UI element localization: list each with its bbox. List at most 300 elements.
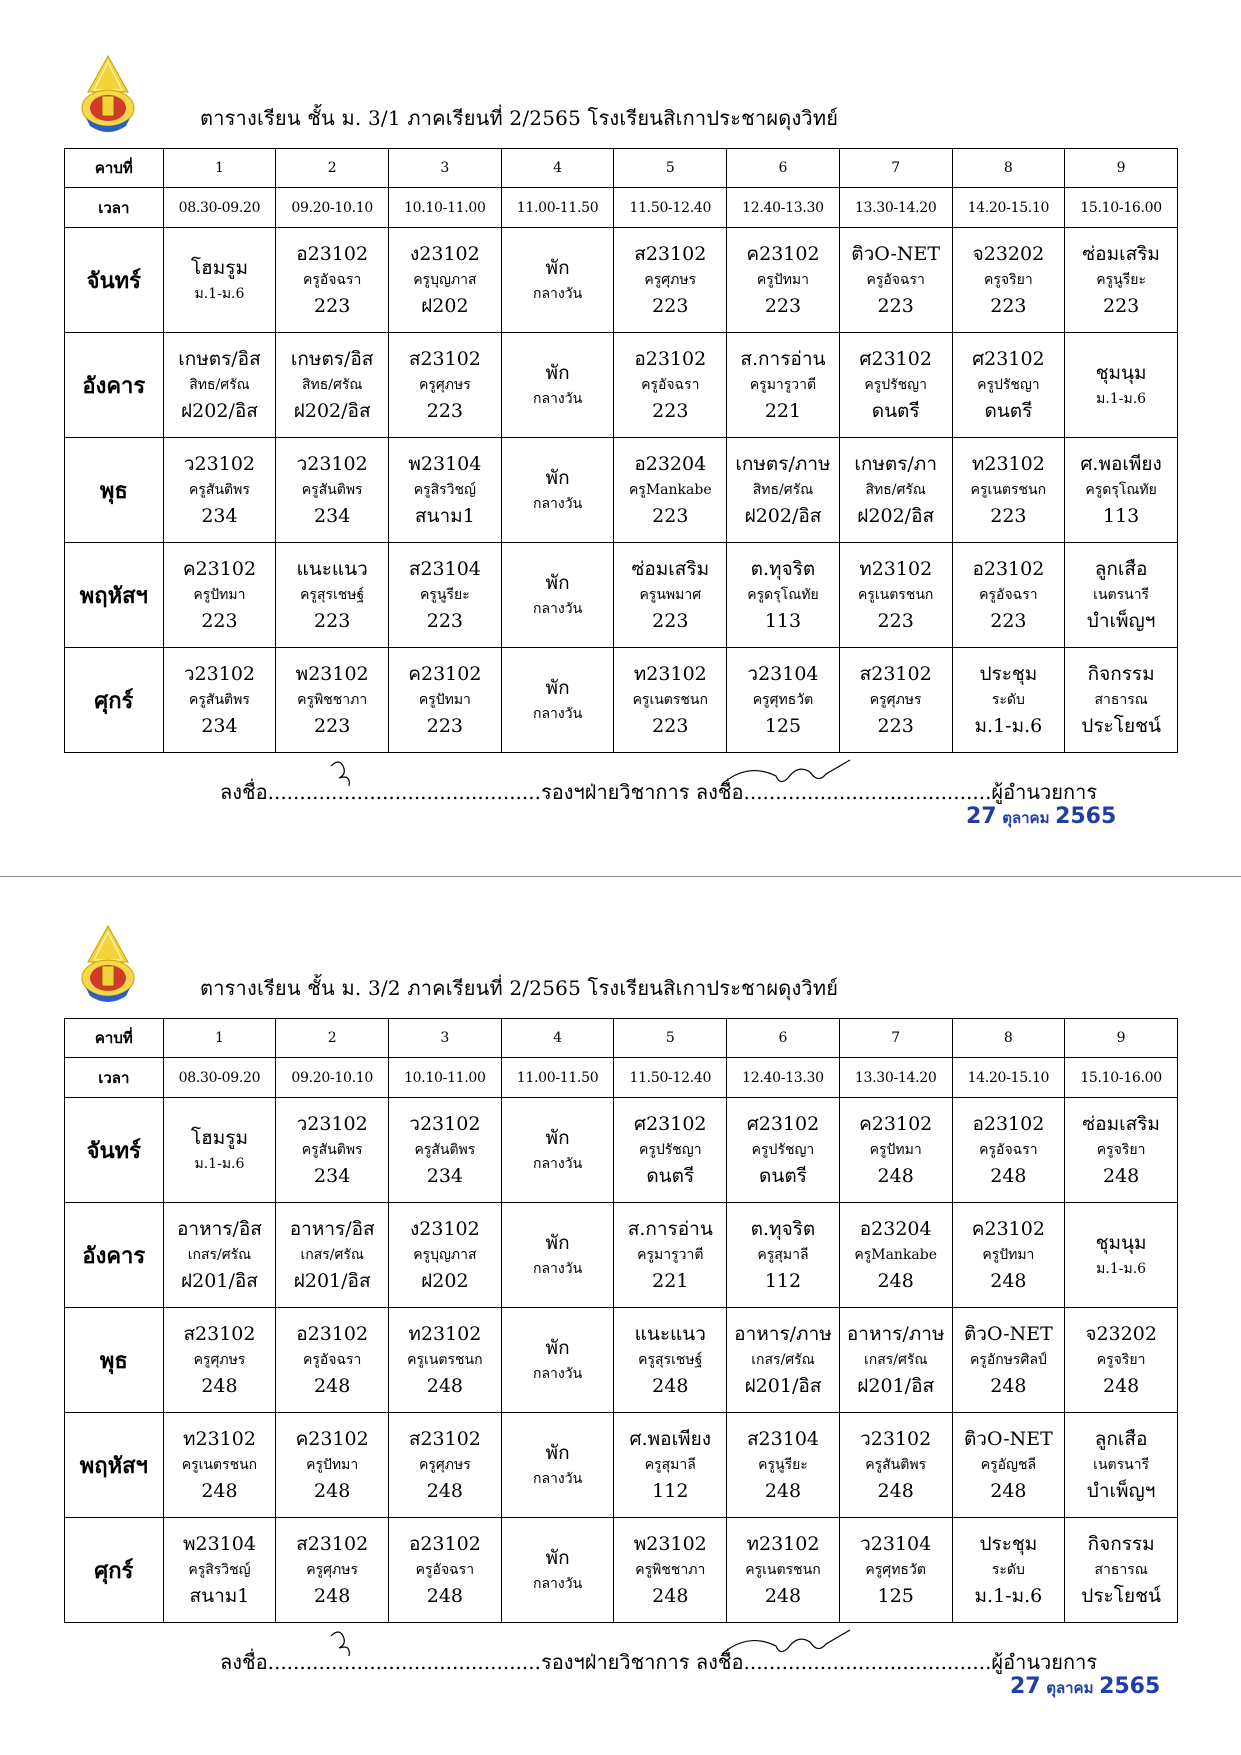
subject-code: ส23104: [408, 558, 481, 580]
schedule-cell: [389, 1413, 502, 1518]
day-row: [65, 1308, 1178, 1413]
schedule-cell: [952, 1203, 1065, 1308]
subject-code: ส.การอ่าน: [627, 1218, 713, 1240]
schedule-cell: [389, 228, 502, 333]
sign-director: ลงชื่อ.......................................ผู้อำนวยการ: [695, 780, 1098, 804]
subject-code: พัก: [545, 1232, 570, 1254]
schedule-cell: [389, 1518, 502, 1623]
period-number: 2: [276, 1019, 389, 1058]
time-slot: 12.40-13.30: [727, 1058, 840, 1098]
room: 223: [877, 610, 914, 632]
schedule-cell: [839, 543, 952, 648]
schedule-cell: [276, 333, 389, 438]
subject-code: อ23102: [296, 243, 369, 265]
schedule-cell: [1065, 1413, 1178, 1518]
schedule-cell: [501, 1203, 614, 1308]
day-row: [65, 1518, 1178, 1623]
teacher-name: ครูปรัชญา: [638, 1142, 702, 1158]
subject-code: เกษตร/อิส: [290, 348, 374, 370]
schedule-cell: [839, 1413, 952, 1518]
teacher-name: กลางวัน: [532, 496, 583, 512]
schedule-title: ตารางเรียน ชั้น ม. 3/1 ภาคเรียนที่ 2/2565 โรงเรียนสิเกาประชาผดุงวิทย์: [200, 106, 839, 130]
day-row: [65, 333, 1178, 438]
schedule-cell: [276, 1413, 389, 1518]
subject-code: พ23104: [408, 453, 482, 475]
teacher-name: ครูจริยา: [984, 272, 1033, 288]
schedule-cell: [389, 1203, 502, 1308]
room: 248: [877, 1165, 914, 1187]
teacher-name: ครูศุภษร: [306, 1562, 359, 1578]
teacher-name: ครูอัญชลี: [980, 1457, 1037, 1473]
room: 248: [877, 1480, 914, 1502]
schedule-cell: [727, 543, 840, 648]
room: 223: [1102, 295, 1140, 317]
period-label: คาบที่: [65, 1019, 164, 1058]
room: 112: [764, 1270, 802, 1292]
subject-code: ลูกเสือ: [1094, 1428, 1148, 1450]
schedule-cell: [614, 1413, 727, 1518]
signature-scribble-1: [325, 752, 365, 792]
room: 248: [201, 1375, 238, 1397]
subject-code: พัก: [545, 1442, 570, 1464]
subject-code: ประชุม: [979, 1533, 1038, 1555]
subject-code: ว23102: [860, 1428, 932, 1450]
teacher-name: กลางวัน: [532, 1366, 583, 1382]
schedule-cell: [389, 1308, 502, 1413]
schedule-cell: [501, 1098, 614, 1203]
room: 113: [764, 610, 802, 632]
teacher-name: ครูMankabe: [854, 1247, 938, 1263]
period-number: 9: [1065, 1019, 1178, 1058]
period-number: 7: [839, 149, 952, 188]
schedule-cell: [501, 1413, 614, 1518]
sign-vice-director: ลงชื่อ...........................................รองฯฝ่ายวิชาการ: [220, 780, 690, 804]
schedule-cell: [1065, 1203, 1178, 1308]
teacher-name: ครูจริยา: [1096, 1142, 1146, 1158]
teacher-name: ครูปรัชญา: [977, 377, 1040, 393]
time-slot: 12.40-13.30: [727, 188, 840, 228]
schedule-cell: [839, 228, 952, 333]
schedule-cell: [276, 1518, 389, 1623]
date-year: 2565: [1099, 1674, 1161, 1699]
subject-code: กิจกรรม: [1087, 1533, 1155, 1555]
sign-director: ลงชื่อ.......................................ผู้อำนวยการ: [695, 1650, 1098, 1674]
room: 223: [426, 715, 463, 737]
schedule-cell: [163, 1308, 276, 1413]
schedule-cell: [727, 333, 840, 438]
teacher-name: เนตรนารี: [1093, 587, 1150, 603]
room: 223: [990, 610, 1027, 632]
teacher-name: ครูศุภษร: [418, 377, 471, 393]
room: ดนตรี: [646, 1165, 695, 1187]
subject-code: จ23202: [972, 243, 1045, 265]
teacher-name: ครูอัจฉรา: [979, 1142, 1038, 1158]
teacher-name: ครูสิรวิชญ์: [188, 1562, 251, 1578]
teacher-name: สาธารณ: [1094, 1562, 1148, 1578]
period-number: 2: [276, 149, 389, 188]
room: 223: [201, 610, 238, 632]
schedule-cell: [276, 648, 389, 753]
teacher-name: ครูบุญภาส: [413, 272, 477, 288]
room: 223: [426, 610, 463, 632]
subject-code: พ23102: [633, 1533, 707, 1555]
time-row: [65, 1058, 1178, 1098]
subject-code: พัก: [545, 467, 570, 489]
subject-code: ค23102: [408, 663, 482, 685]
teacher-name: กลางวัน: [532, 286, 583, 302]
room: สนาม1: [414, 505, 475, 527]
room: ฝ202: [421, 1270, 469, 1292]
teacher-name: สิทธ/ศรัณ: [752, 482, 814, 498]
time-slot: 13.30-14.20: [839, 188, 952, 228]
room: 248: [764, 1585, 802, 1607]
period-number: 1: [163, 149, 276, 188]
day-name: ศุกร์: [65, 1518, 164, 1623]
subject-code: จ23202: [1085, 1323, 1157, 1345]
schedule-cell: [1065, 333, 1178, 438]
teacher-name: ม.1-ม.6: [1096, 1261, 1147, 1277]
schedule-cell: [276, 1098, 389, 1203]
subject-code: อ23102: [972, 558, 1045, 580]
room: ฝ202/อิส: [744, 505, 822, 527]
subject-code: อ23204: [859, 1218, 932, 1240]
date-day: 27: [966, 804, 997, 829]
teacher-name: สาธารณ: [1094, 692, 1148, 708]
room: 223: [314, 610, 351, 632]
room: 234: [201, 715, 238, 737]
schedule-cell: [1065, 648, 1178, 753]
timetable: [64, 148, 1178, 753]
room: ดนตรี: [759, 1165, 807, 1187]
time-slot: 11.50-12.40: [614, 1058, 727, 1098]
page-divider: [0, 876, 1241, 877]
subject-code: อาหาร/ภาษ: [846, 1323, 945, 1345]
teacher-name: เกสร/ศรัณ: [300, 1247, 364, 1263]
schedule-cell: [501, 438, 614, 543]
day-name: จันทร์: [65, 1098, 164, 1203]
subject-code: ว23102: [296, 1113, 368, 1135]
schedule-cell: [163, 1098, 276, 1203]
room: 221: [764, 400, 802, 422]
subject-code: ชุมนุม: [1095, 362, 1147, 384]
teacher-name: กลางวัน: [532, 1156, 583, 1172]
subject-code: เกษตร/อิส: [178, 348, 261, 370]
subject-code: ท23102: [971, 453, 1045, 475]
schedule-cell: [839, 1308, 952, 1413]
schedule-cell: [501, 1308, 614, 1413]
room: 248: [426, 1480, 463, 1502]
subject-code: ชุมนุม: [1095, 1232, 1147, 1254]
document-date: [966, 804, 1116, 830]
room: 125: [764, 715, 802, 737]
schedule-cell: [163, 228, 276, 333]
teacher-name: ครูสุมาลี: [757, 1247, 809, 1263]
subject-code: แนะแนว: [634, 1323, 706, 1345]
teacher-name: สิทธ/ศรัณ: [189, 377, 250, 393]
schedule-cell: [614, 1308, 727, 1413]
schedule-cell: [163, 1518, 276, 1623]
time-slot: 15.10-16.00: [1065, 1058, 1178, 1098]
room: ฝ201/อิส: [857, 1375, 935, 1397]
teacher-name: ครูสุมาลี: [644, 1457, 696, 1473]
teacher-name: ครูสันติพร: [189, 482, 250, 498]
room: 248: [764, 1480, 802, 1502]
schedule-cell: [501, 543, 614, 648]
schedule-cell: [839, 648, 952, 753]
teacher-name: ครูอัจฉรา: [302, 1352, 362, 1368]
period-number: 5: [614, 1019, 727, 1058]
time-slot: 11.00-11.50: [501, 188, 614, 228]
room: 223: [990, 295, 1027, 317]
time-row: [65, 188, 1178, 228]
room: 221: [652, 1270, 689, 1292]
schedule-cell: [952, 648, 1065, 753]
subject-code: พ23102: [295, 663, 369, 685]
schedule-cell: [163, 648, 276, 753]
subject-code: อาหาร/ภาษ: [734, 1323, 832, 1345]
schedule-cell: [1065, 543, 1178, 648]
subject-code: ท23102: [408, 1323, 482, 1345]
schedule-cell: [614, 1098, 727, 1203]
teacher-name: ครูพิชชาภา: [297, 692, 368, 708]
schedule-cell: [727, 228, 840, 333]
room: 125: [877, 1585, 914, 1607]
teacher-name: ครูอัจฉรา: [641, 377, 700, 393]
day-row: [65, 1203, 1178, 1308]
day-row: [65, 1098, 1178, 1203]
time-slot: 09.20-10.10: [276, 188, 389, 228]
subject-code: โฮมรูม: [190, 257, 248, 279]
room: 248: [426, 1375, 463, 1397]
time-slot: 10.10-11.00: [389, 1058, 502, 1098]
period-number: 9: [1065, 149, 1178, 188]
day-row: [65, 648, 1178, 753]
day-name: อังคาร: [65, 333, 164, 438]
subject-code: พัก: [545, 257, 570, 279]
subject-code: เกษตร/ภา: [854, 453, 938, 475]
room: ฝ202: [421, 295, 469, 317]
subject-code: ติวO-NET: [963, 1323, 1053, 1345]
teacher-name: ครูสันติพร: [414, 1142, 476, 1158]
period-number: 6: [727, 149, 840, 188]
schedule-cell: [952, 543, 1065, 648]
room: 248: [426, 1585, 463, 1607]
teacher-name: ครูเนตรชนก: [970, 482, 1047, 498]
room: สนาม1: [189, 1585, 250, 1607]
room: 223: [652, 610, 689, 632]
teacher-name: ครูศุภษร: [418, 1457, 471, 1473]
schedule-cell: [163, 543, 276, 648]
subject-code: ศ.พอเพียง: [1080, 453, 1162, 475]
period-number: 5: [614, 149, 727, 188]
teacher-name: ครูนูรียะ: [420, 587, 470, 603]
teacher-name: ครูศุภษร: [644, 272, 697, 288]
room: ฝ201/อิส: [293, 1270, 371, 1292]
day-row: [65, 543, 1178, 648]
document-date: [1010, 1674, 1160, 1700]
room: ฝ202/อิส: [857, 505, 935, 527]
teacher-name: ครูปัทมา: [869, 1142, 922, 1158]
subject-code: อาหาร/อิส: [289, 1218, 375, 1240]
room: ฝ201/อิส: [181, 1270, 258, 1292]
subject-code: ง23102: [410, 243, 480, 265]
room: ดนตรี: [984, 400, 1033, 422]
teacher-name: ครูดรุโณทัย: [747, 587, 819, 603]
teacher-name: ครูเนตรชนก: [407, 1352, 483, 1368]
day-row: [65, 228, 1178, 333]
time-slot: 08.30-09.20: [163, 188, 276, 228]
room: ม.1-ม.6: [974, 1585, 1043, 1607]
teacher-name: ครูสันติพร: [301, 482, 363, 498]
subject-code: ท23102: [746, 1533, 820, 1555]
schedule-cell: [952, 1098, 1065, 1203]
schedule-cell: [727, 1308, 840, 1413]
subject-code: ว23104: [860, 1533, 932, 1555]
teacher-name: ครูอัจฉรา: [866, 272, 925, 288]
schedule-cell: [952, 1308, 1065, 1413]
subject-code: ประชุม: [979, 663, 1038, 685]
period-number: 6: [727, 1019, 840, 1058]
subject-code: ต.ทุจริต: [750, 1218, 816, 1240]
time-slot: 09.20-10.10: [276, 1058, 389, 1098]
teacher-name: ครูปัทมา: [193, 587, 246, 603]
subject-code: ค23102: [971, 1218, 1045, 1240]
teacher-name: ครูมารูวาตี: [749, 377, 817, 393]
teacher-name: กลางวัน: [532, 1471, 583, 1487]
subject-code: ส23102: [408, 1428, 481, 1450]
room: 234: [314, 505, 351, 527]
teacher-name: ครูปรัชญา: [864, 377, 927, 393]
schedule-cell: [614, 1518, 727, 1623]
room: 248: [314, 1585, 351, 1607]
time-slot: 15.10-16.00: [1065, 188, 1178, 228]
subject-code: ค23102: [295, 1428, 369, 1450]
teacher-name: สิทธ/ศรัณ: [301, 377, 363, 393]
period-label: คาบที่: [65, 149, 164, 188]
schedule-cell: [501, 1518, 614, 1623]
schedule-cell: [614, 648, 727, 753]
period-number: 3: [389, 149, 502, 188]
schedule-cell: [163, 438, 276, 543]
teacher-name: ระดับ: [991, 692, 1025, 708]
teacher-name: ครูสุรเชษฐ์: [300, 587, 365, 603]
subject-code: พัก: [545, 677, 570, 699]
teacher-name: ครูอัจฉรา: [415, 1562, 475, 1578]
room: บำเพ็ญฯ: [1086, 1480, 1156, 1502]
period-header-row: [65, 1019, 1178, 1058]
teacher-name: เกสร/ศรัณ: [863, 1352, 928, 1368]
schedule-cell: [839, 1518, 952, 1623]
subject-code: อาหาร/อิส: [177, 1218, 262, 1240]
teacher-name: สิทธ/ศรัณ: [865, 482, 926, 498]
room: ดนตรี: [871, 400, 920, 422]
teacher-name: ม.1-ม.6: [194, 1156, 245, 1172]
subject-code: ติวO-NET: [851, 243, 941, 265]
teacher-name: กลางวัน: [532, 1576, 583, 1592]
schedule-cell: [276, 228, 389, 333]
subject-code: ลูกเสือ: [1094, 558, 1148, 580]
subject-code: อ23102: [296, 1323, 369, 1345]
subject-code: ส23102: [183, 1323, 256, 1345]
subject-code: ศ23102: [859, 348, 932, 370]
teacher-name: ครูนูรียะ: [1096, 272, 1146, 288]
time-slot: 10.10-11.00: [389, 188, 502, 228]
schedule-cell: [1065, 1098, 1178, 1203]
schedule-cell: [163, 333, 276, 438]
room: 248: [990, 1480, 1027, 1502]
period-number: 4: [501, 149, 614, 188]
time-slot: 13.30-14.20: [839, 1058, 952, 1098]
signature-scribble-2: [718, 1626, 858, 1662]
subject-code: ติวO-NET: [963, 1428, 1053, 1450]
teacher-name: ครูบุญภาส: [413, 1247, 477, 1263]
room: ม.1-ม.6: [974, 715, 1043, 737]
teacher-name: ครูMankabe: [628, 482, 712, 498]
teacher-name: กลางวัน: [532, 601, 583, 617]
period-header-row: [65, 149, 1178, 188]
room: ประโยชน์: [1081, 1585, 1161, 1607]
day-name: ศุกร์: [65, 648, 164, 753]
room: 223: [314, 295, 351, 317]
date-month: ตุลาคม: [1002, 809, 1050, 827]
schedule-cell: [952, 228, 1065, 333]
room: 234: [314, 1165, 351, 1187]
room: 248: [990, 1165, 1027, 1187]
room: 223: [652, 295, 689, 317]
schedule-cell: [389, 648, 502, 753]
schedule-cell: [501, 228, 614, 333]
subject-code: ค23102: [859, 1113, 933, 1135]
subject-code: ต.ทุจริต: [750, 558, 816, 580]
schedule-cell: [614, 333, 727, 438]
teacher-name: ระดับ: [991, 1562, 1025, 1578]
period-number: 4: [501, 1019, 614, 1058]
schedule-cell: [614, 543, 727, 648]
teacher-name: ครูศุภษร: [869, 692, 922, 708]
subject-code: ศ23102: [746, 1113, 820, 1135]
teacher-name: ครูเนตรชนก: [632, 692, 708, 708]
teacher-name: ครูจริยา: [1096, 1352, 1146, 1368]
subject-code: ส23102: [408, 348, 481, 370]
teacher-name: ครูสันติพร: [189, 692, 250, 708]
schedule-cell: [839, 1098, 952, 1203]
teacher-name: ครูสันติพร: [301, 1142, 363, 1158]
time-slot: 11.00-11.50: [501, 1058, 614, 1098]
teacher-name: ครูนพมาศ: [639, 587, 702, 603]
day-name: จันทร์: [65, 228, 164, 333]
room: 223: [877, 295, 914, 317]
subject-code: พัก: [545, 572, 570, 594]
date-day: 27: [1010, 1674, 1041, 1699]
teacher-name: ครูปัทมา: [306, 1457, 359, 1473]
school-emblem-icon: [76, 52, 140, 134]
room: 223: [764, 295, 802, 317]
schedule-cell: [389, 543, 502, 648]
schedule-cell: [1065, 1518, 1178, 1623]
period-number: 7: [839, 1019, 952, 1058]
teacher-name: ครูพิชชาภา: [635, 1562, 706, 1578]
room: 223: [426, 400, 463, 422]
room: ฝ201/อิส: [744, 1375, 822, 1397]
subject-code: ศ.พอเพียง: [629, 1428, 711, 1450]
schedule-cell: [1065, 228, 1178, 333]
schedule-cell: [952, 333, 1065, 438]
teacher-name: ครูดรุโณทัย: [1085, 482, 1157, 498]
teacher-name: ครูมารูวาตี: [637, 1247, 704, 1263]
subject-code: ศ23102: [972, 348, 1045, 370]
room: 248: [652, 1375, 689, 1397]
room: 248: [314, 1375, 351, 1397]
